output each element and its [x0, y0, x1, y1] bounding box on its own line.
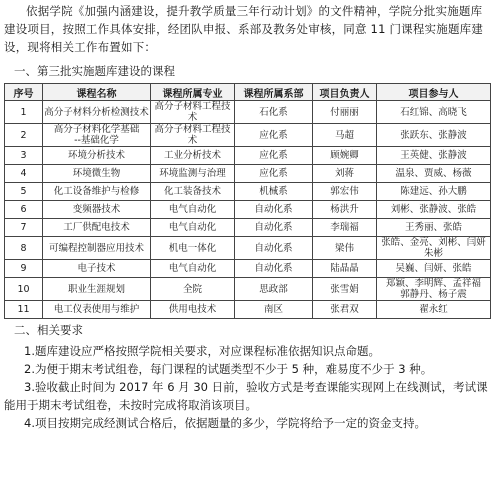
- cell-participants: 石红锦、高晓飞: [377, 101, 491, 124]
- cell-index: 4: [5, 165, 43, 183]
- cell-participants: 陈建远、孙大鹏: [377, 183, 491, 201]
- cell-participants: 吴巍、闫妍、张皓: [377, 260, 491, 278]
- cell-index: 8: [5, 237, 43, 260]
- cell-major: 电气自动化: [151, 201, 235, 219]
- cell-leader: 郭宏伟: [313, 183, 377, 201]
- table-row: [5, 165, 491, 183]
- cell-course-name: 变频器技术: [43, 201, 151, 219]
- intro-paragraph: 依据学院《加强内涵建设，提升教学质量三年行动计划》的文件精神，学院分批实施题库建设项目，按照工作具体安排，经团队申报、系部及教务处审核，同意 11 门课程实施题库建设，现将相关工作布置如下：: [4, 4, 484, 54]
- header-course-name: 课程名称: [43, 84, 151, 101]
- table-row: [5, 147, 491, 165]
- cell-course-name: 电子技术: [43, 260, 151, 278]
- cell-course-name: 职业生涯规划: [43, 278, 151, 301]
- cell-major: 环境监测与治理: [151, 165, 235, 183]
- cell-department: 应化系: [235, 165, 313, 183]
- cell-index: 11: [5, 301, 43, 319]
- cell-department: 思政部: [235, 278, 313, 301]
- cell-major: 机电一体化: [151, 237, 235, 260]
- cell-course-name: 高分子材料分析检测技术: [43, 101, 151, 124]
- cell-participants: 温泉、贾威、杨薇: [377, 165, 491, 183]
- table-row: [5, 101, 491, 124]
- cell-department: 应化系: [235, 124, 313, 147]
- cell-course-name: 高分子材料化学基础 --基础化学: [43, 124, 151, 147]
- cell-department: 应化系: [235, 147, 313, 165]
- cell-leader: 刘蒋: [313, 165, 377, 183]
- table-row: [5, 201, 491, 219]
- cell-course-name: 化工设备维护与检修: [43, 183, 151, 201]
- cell-department: 机械系: [235, 183, 313, 201]
- cell-leader: 李瑞福: [313, 219, 377, 237]
- cell-major: 高分子材料工程技术: [151, 101, 235, 124]
- course-table: [4, 83, 491, 319]
- cell-department: 自动化系: [235, 260, 313, 278]
- cell-leader: 杨洪升: [313, 201, 377, 219]
- cell-participants: 张跃东、张静波: [377, 124, 491, 147]
- cell-index: 7: [5, 219, 43, 237]
- cell-major: 工业分析技术: [151, 147, 235, 165]
- cell-participants: 张皓、金亮、刘彬、闫妍 朱彬: [377, 237, 491, 260]
- table-row: [5, 278, 491, 301]
- section-1-title: 一、第三批实施题库建设的课程: [14, 64, 175, 78]
- cell-major: 供用电技术: [151, 301, 235, 319]
- cell-leader: 张雪娟: [313, 278, 377, 301]
- cell-course-name: 工厂供配电技术: [43, 219, 151, 237]
- cell-major: 电气自动化: [151, 260, 235, 278]
- header-major: 课程所属专业: [151, 84, 235, 101]
- header-leader: 项目负责人: [313, 84, 377, 101]
- header-participants: 项目参与人: [377, 84, 491, 101]
- cell-leader: 张君双: [313, 301, 377, 319]
- table-row: [5, 124, 491, 147]
- cell-leader: 陆晶晶: [313, 260, 377, 278]
- cell-leader: 顾婉卿: [313, 147, 377, 165]
- requirement-item: 3.验收截止时间为 2017 年 6 月 30 日前，验收方式是考查课能实现网上在线测试，考试课能用于期末考试组卷，未按时完成将取消该项目。: [4, 380, 488, 412]
- table-header-row: [5, 84, 491, 101]
- cell-index: 1: [5, 101, 43, 124]
- section-2-title: 二、相关要求: [14, 323, 83, 337]
- cell-department: 石化系: [235, 101, 313, 124]
- table-row: [5, 260, 491, 278]
- cell-course-name: 环境微生物: [43, 165, 151, 183]
- cell-department: 自动化系: [235, 219, 313, 237]
- cell-leader: 付丽丽: [313, 101, 377, 124]
- cell-department: 自动化系: [235, 201, 313, 219]
- cell-participants: 王秀丽、张皓: [377, 219, 491, 237]
- cell-leader: 梁伟: [313, 237, 377, 260]
- cell-participants: 王英健、张静波: [377, 147, 491, 165]
- cell-department: 南区: [235, 301, 313, 319]
- table-row: [5, 237, 491, 260]
- table-row: [5, 219, 491, 237]
- cell-participants: 翟永红: [377, 301, 491, 319]
- cell-major: 化工装备技术: [151, 183, 235, 201]
- table-row: [5, 301, 491, 319]
- cell-index: 5: [5, 183, 43, 201]
- cell-major: 电气自动化: [151, 219, 235, 237]
- header-department: 课程所属系部: [235, 84, 313, 101]
- cell-department: 自动化系: [235, 237, 313, 260]
- cell-major: 全院: [151, 278, 235, 301]
- cell-index: 6: [5, 201, 43, 219]
- cell-course-name: 环境分析技术: [43, 147, 151, 165]
- cell-participants: 郑颖、李明辉、孟祥福 郭静丹、杨子震: [377, 278, 491, 301]
- requirement-item: 1.题库建设应严格按照学院相关要求，对应课程标准依据知识点命题。: [24, 344, 380, 358]
- cell-participants: 刘彬、张静波、张皓: [377, 201, 491, 219]
- requirement-item: 2.为便于期末考试组卷，每门课程的试题类型不少于 5 种，难易度不少于 3 种。: [24, 362, 433, 376]
- cell-index: 10: [5, 278, 43, 301]
- cell-course-name: 电工仪表使用与维护: [43, 301, 151, 319]
- cell-major: 高分子材料工程技术: [151, 124, 235, 147]
- table-row: [5, 183, 491, 201]
- cell-index: 9: [5, 260, 43, 278]
- cell-index: 3: [5, 147, 43, 165]
- header-index: 序号: [5, 84, 43, 101]
- requirement-item: 4.项目按期完成经测试合格后，依据题量的多少，学院将给予一定的资金支持。: [24, 416, 426, 430]
- cell-course-name: 可编程控制器应用技术: [43, 237, 151, 260]
- cell-leader: 马超: [313, 124, 377, 147]
- cell-index: 2: [5, 124, 43, 147]
